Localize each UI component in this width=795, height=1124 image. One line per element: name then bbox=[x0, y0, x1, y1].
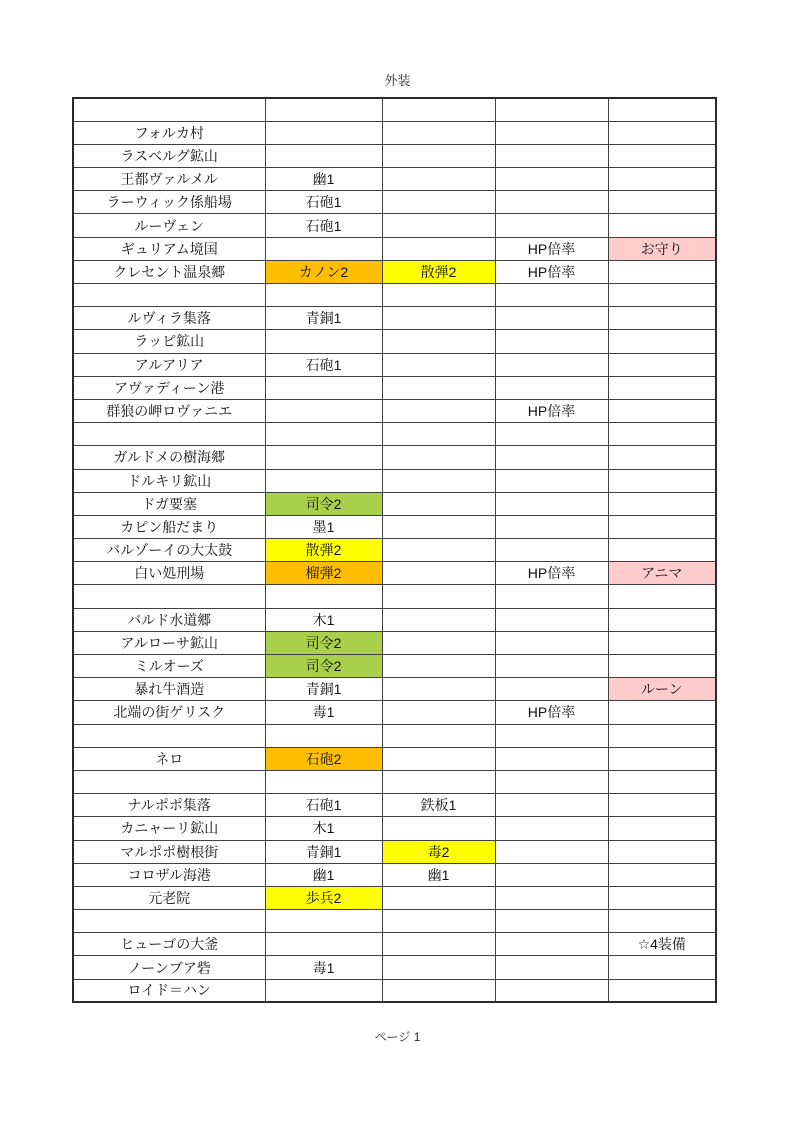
cell-location bbox=[73, 423, 265, 446]
cell-slot-2 bbox=[382, 910, 495, 933]
cell-hp-multiplier bbox=[495, 446, 608, 469]
cell-slot-2 bbox=[382, 330, 495, 353]
cell-hp-multiplier: HP倍率 bbox=[495, 399, 608, 422]
cell-hp-multiplier bbox=[495, 469, 608, 492]
cell-note bbox=[608, 655, 716, 678]
cell-hp-multiplier bbox=[495, 330, 608, 353]
cell-slot-1: 青銅1 bbox=[265, 307, 382, 330]
cell-hp-multiplier: HP倍率 bbox=[495, 701, 608, 724]
cell-hp-multiplier bbox=[495, 979, 608, 1002]
table-row bbox=[73, 446, 716, 469]
cell-note bbox=[608, 840, 716, 863]
table-row bbox=[73, 724, 716, 747]
table-row bbox=[73, 98, 716, 121]
table-row bbox=[73, 886, 716, 909]
cell-note bbox=[608, 979, 716, 1002]
cell-note bbox=[608, 585, 716, 608]
cell-note: ☆4装備 bbox=[608, 933, 716, 956]
cell-note bbox=[608, 399, 716, 422]
cell-location bbox=[73, 284, 265, 307]
cell-note bbox=[608, 747, 716, 770]
cell-slot-2 bbox=[382, 376, 495, 399]
table-row bbox=[73, 631, 716, 654]
cell-note bbox=[608, 492, 716, 515]
cell-slot-1 bbox=[265, 910, 382, 933]
cell-slot-2 bbox=[382, 492, 495, 515]
table-row bbox=[73, 608, 716, 631]
cell-location: マルポポ樹根街 bbox=[73, 840, 265, 863]
cell-note bbox=[608, 330, 716, 353]
cell-slot-1 bbox=[265, 446, 382, 469]
cell-slot-2 bbox=[382, 817, 495, 840]
cell-slot-2 bbox=[382, 399, 495, 422]
cell-slot-2 bbox=[382, 144, 495, 167]
table-row bbox=[73, 933, 716, 956]
cell-slot-1 bbox=[265, 121, 382, 144]
cell-location: ラーウィック係船場 bbox=[73, 191, 265, 214]
cell-slot-1 bbox=[265, 979, 382, 1002]
cell-slot-1: 石砲1 bbox=[265, 214, 382, 237]
cell-slot-2 bbox=[382, 423, 495, 446]
cell-location bbox=[73, 770, 265, 793]
table-row bbox=[73, 956, 716, 979]
cell-hp-multiplier: HP倍率 bbox=[495, 260, 608, 283]
cell-hp-multiplier bbox=[495, 678, 608, 701]
cell-hp-multiplier bbox=[495, 492, 608, 515]
table-row bbox=[73, 214, 716, 237]
table-row bbox=[73, 260, 716, 283]
cell-location bbox=[73, 98, 265, 121]
cell-note bbox=[608, 886, 716, 909]
table-row bbox=[73, 330, 716, 353]
cell-slot-1 bbox=[265, 237, 382, 260]
cell-hp-multiplier bbox=[495, 886, 608, 909]
cell-hp-multiplier bbox=[495, 376, 608, 399]
cell-slot-2 bbox=[382, 284, 495, 307]
cell-note bbox=[608, 539, 716, 562]
table-row bbox=[73, 701, 716, 724]
cell-hp-multiplier bbox=[495, 98, 608, 121]
cell-slot-1: 歩兵2 bbox=[265, 886, 382, 909]
table-row bbox=[73, 284, 716, 307]
cell-note bbox=[608, 191, 716, 214]
cell-hp-multiplier bbox=[495, 423, 608, 446]
cell-slot-2 bbox=[382, 307, 495, 330]
cell-slot-2 bbox=[382, 886, 495, 909]
cell-hp-multiplier bbox=[495, 910, 608, 933]
cell-hp-multiplier bbox=[495, 770, 608, 793]
cell-note: ルーン bbox=[608, 678, 716, 701]
cell-note bbox=[608, 307, 716, 330]
cell-note bbox=[608, 376, 716, 399]
cell-hp-multiplier bbox=[495, 168, 608, 191]
table-row bbox=[73, 979, 716, 1002]
cell-hp-multiplier bbox=[495, 585, 608, 608]
table-row bbox=[73, 492, 716, 515]
cell-note bbox=[608, 214, 716, 237]
cell-note bbox=[608, 98, 716, 121]
cell-hp-multiplier: HP倍率 bbox=[495, 237, 608, 260]
cell-note bbox=[608, 631, 716, 654]
cell-slot-1: 青銅1 bbox=[265, 840, 382, 863]
cell-slot-2: 幽1 bbox=[382, 863, 495, 886]
cell-slot-2 bbox=[382, 237, 495, 260]
table-row bbox=[73, 144, 716, 167]
cell-location: ナルポポ集落 bbox=[73, 794, 265, 817]
cell-slot-1: 榴弾2 bbox=[265, 562, 382, 585]
table-row bbox=[73, 840, 716, 863]
cell-location: ネロ bbox=[73, 747, 265, 770]
cell-slot-1: 墨1 bbox=[265, 515, 382, 538]
cell-slot-2 bbox=[382, 446, 495, 469]
table-row bbox=[73, 770, 716, 793]
cell-slot-2 bbox=[382, 724, 495, 747]
cell-slot-1 bbox=[265, 724, 382, 747]
table-row bbox=[73, 121, 716, 144]
cell-hp-multiplier bbox=[495, 747, 608, 770]
cell-slot-1: 司令2 bbox=[265, 631, 382, 654]
table-row bbox=[73, 585, 716, 608]
cell-slot-2 bbox=[382, 608, 495, 631]
cell-note bbox=[608, 469, 716, 492]
cell-hp-multiplier bbox=[495, 121, 608, 144]
cell-location: ドルキリ鉱山 bbox=[73, 469, 265, 492]
cell-note bbox=[608, 701, 716, 724]
cell-slot-2 bbox=[382, 562, 495, 585]
cell-slot-1: 司令2 bbox=[265, 492, 382, 515]
cell-note bbox=[608, 144, 716, 167]
cell-slot-1 bbox=[265, 284, 382, 307]
cell-hp-multiplier bbox=[495, 863, 608, 886]
cell-location: ノーンブア砦 bbox=[73, 956, 265, 979]
cell-location: ドガ要塞 bbox=[73, 492, 265, 515]
cell-location: アヴァディーン港 bbox=[73, 376, 265, 399]
table-row bbox=[73, 469, 716, 492]
cell-slot-1: カノン2 bbox=[265, 260, 382, 283]
cell-slot-1: 木1 bbox=[265, 817, 382, 840]
cell-location: 北端の街ゲリスク bbox=[73, 701, 265, 724]
cell-slot-2 bbox=[382, 747, 495, 770]
cell-location: ガルドメの樹海郷 bbox=[73, 446, 265, 469]
cell-note bbox=[608, 608, 716, 631]
cell-slot-2 bbox=[382, 98, 495, 121]
cell-slot-1 bbox=[265, 585, 382, 608]
cell-slot-2 bbox=[382, 353, 495, 376]
cell-slot-2 bbox=[382, 191, 495, 214]
cell-hp-multiplier bbox=[495, 144, 608, 167]
table-row bbox=[73, 515, 716, 538]
cell-slot-2 bbox=[382, 701, 495, 724]
cell-slot-1 bbox=[265, 376, 382, 399]
table-row bbox=[73, 562, 716, 585]
table-row bbox=[73, 353, 716, 376]
cell-location: フォルカ村 bbox=[73, 121, 265, 144]
cell-location bbox=[73, 910, 265, 933]
table-row bbox=[73, 423, 716, 446]
cell-slot-1 bbox=[265, 469, 382, 492]
cell-location: クレセント温泉郷 bbox=[73, 260, 265, 283]
cell-note bbox=[608, 770, 716, 793]
cell-slot-1: 幽1 bbox=[265, 168, 382, 191]
cell-location: 暴れ牛酒造 bbox=[73, 678, 265, 701]
cell-note bbox=[608, 260, 716, 283]
cell-location: コロザル海港 bbox=[73, 863, 265, 886]
table-row bbox=[73, 237, 716, 260]
cell-slot-2 bbox=[382, 469, 495, 492]
cell-note bbox=[608, 910, 716, 933]
cell-note bbox=[608, 724, 716, 747]
page-number: ページ 1 bbox=[374, 1030, 421, 1044]
cell-slot-2 bbox=[382, 539, 495, 562]
cell-hp-multiplier bbox=[495, 794, 608, 817]
table-row bbox=[73, 307, 716, 330]
cell-location: ヒューゴの大釜 bbox=[73, 933, 265, 956]
cell-slot-1 bbox=[265, 144, 382, 167]
cell-slot-1: 石砲1 bbox=[265, 353, 382, 376]
cell-slot-1 bbox=[265, 330, 382, 353]
cell-location: ルヴィラ集落 bbox=[73, 307, 265, 330]
cell-slot-1: 木1 bbox=[265, 608, 382, 631]
cell-hp-multiplier bbox=[495, 817, 608, 840]
cell-hp-multiplier bbox=[495, 608, 608, 631]
cell-slot-1 bbox=[265, 770, 382, 793]
cell-hp-multiplier bbox=[495, 724, 608, 747]
cell-location: ルーヴェン bbox=[73, 214, 265, 237]
cell-slot-2: 毒2 bbox=[382, 840, 495, 863]
cell-note bbox=[608, 794, 716, 817]
table-row bbox=[73, 191, 716, 214]
cell-hp-multiplier: HP倍率 bbox=[495, 562, 608, 585]
table-row bbox=[73, 678, 716, 701]
cell-hp-multiplier bbox=[495, 307, 608, 330]
cell-slot-2 bbox=[382, 678, 495, 701]
table-row bbox=[73, 168, 716, 191]
cell-slot-2: 散弾2 bbox=[382, 260, 495, 283]
cell-slot-2: 鉄板1 bbox=[382, 794, 495, 817]
cell-hp-multiplier bbox=[495, 956, 608, 979]
cell-location: バルゾーイの大太鼓 bbox=[73, 539, 265, 562]
cell-slot-2 bbox=[382, 655, 495, 678]
sheet-body bbox=[73, 98, 716, 1002]
cell-slot-2 bbox=[382, 979, 495, 1002]
table-row bbox=[73, 794, 716, 817]
cell-slot-1: 毒1 bbox=[265, 701, 382, 724]
cell-slot-2 bbox=[382, 770, 495, 793]
cell-slot-1: 司令2 bbox=[265, 655, 382, 678]
cell-note bbox=[608, 423, 716, 446]
table-row bbox=[73, 376, 716, 399]
cell-location bbox=[73, 724, 265, 747]
cell-location: 王都ヴァルメル bbox=[73, 168, 265, 191]
cell-hp-multiplier bbox=[495, 539, 608, 562]
cell-note: お守り bbox=[608, 237, 716, 260]
cell-note bbox=[608, 956, 716, 979]
cell-hp-multiplier bbox=[495, 353, 608, 376]
cell-slot-2 bbox=[382, 933, 495, 956]
cell-slot-2 bbox=[382, 214, 495, 237]
cell-hp-multiplier bbox=[495, 214, 608, 237]
cell-location: ラッピ鉱山 bbox=[73, 330, 265, 353]
cell-location: カニャーリ鉱山 bbox=[73, 817, 265, 840]
cell-slot-1 bbox=[265, 98, 382, 121]
cell-slot-1: 石砲2 bbox=[265, 747, 382, 770]
cell-location: 元老院 bbox=[73, 886, 265, 909]
cell-hp-multiplier bbox=[495, 655, 608, 678]
table-row bbox=[73, 747, 716, 770]
cell-location: ギュリアム境国 bbox=[73, 237, 265, 260]
table-row bbox=[73, 817, 716, 840]
cell-note bbox=[608, 515, 716, 538]
cell-location: ミルオーズ bbox=[73, 655, 265, 678]
cell-hp-multiplier bbox=[495, 840, 608, 863]
cell-slot-1: 石砲1 bbox=[265, 191, 382, 214]
cell-note bbox=[608, 121, 716, 144]
cell-slot-2 bbox=[382, 168, 495, 191]
cell-hp-multiplier bbox=[495, 631, 608, 654]
page-title: 外装 bbox=[384, 73, 411, 88]
cell-slot-1: 散弾2 bbox=[265, 539, 382, 562]
cell-note: アニマ bbox=[608, 562, 716, 585]
cell-location: ロイド＝ハン bbox=[73, 979, 265, 1002]
cell-location: アルローサ鉱山 bbox=[73, 631, 265, 654]
cell-note bbox=[608, 353, 716, 376]
cell-note bbox=[608, 284, 716, 307]
cell-note bbox=[608, 168, 716, 191]
cell-slot-1: 石砲1 bbox=[265, 794, 382, 817]
cell-slot-1 bbox=[265, 399, 382, 422]
cell-location: アルアリア bbox=[73, 353, 265, 376]
cell-location: バルド水道郷 bbox=[73, 608, 265, 631]
cell-hp-multiplier bbox=[495, 191, 608, 214]
cell-slot-2 bbox=[382, 631, 495, 654]
cell-slot-1 bbox=[265, 933, 382, 956]
table-row bbox=[73, 399, 716, 422]
table-row bbox=[73, 863, 716, 886]
cell-hp-multiplier bbox=[495, 515, 608, 538]
table-row bbox=[73, 655, 716, 678]
sheet-table bbox=[72, 97, 717, 1003]
cell-location: 白い処刑場 bbox=[73, 562, 265, 585]
cell-note bbox=[608, 863, 716, 886]
cell-slot-2 bbox=[382, 585, 495, 608]
cell-slot-1 bbox=[265, 423, 382, 446]
cell-slot-1: 青銅1 bbox=[265, 678, 382, 701]
cell-location: ラスベルグ鉱山 bbox=[73, 144, 265, 167]
cell-location: 群狼の岬ロヴァニエ bbox=[73, 399, 265, 422]
cell-slot-2 bbox=[382, 956, 495, 979]
cell-slot-1: 幽1 bbox=[265, 863, 382, 886]
cell-hp-multiplier bbox=[495, 933, 608, 956]
table-row bbox=[73, 539, 716, 562]
cell-slot-1: 毒1 bbox=[265, 956, 382, 979]
table-row bbox=[73, 910, 716, 933]
cell-location bbox=[73, 585, 265, 608]
cell-slot-2 bbox=[382, 121, 495, 144]
cell-note bbox=[608, 817, 716, 840]
cell-note bbox=[608, 446, 716, 469]
cell-hp-multiplier bbox=[495, 284, 608, 307]
cell-slot-2 bbox=[382, 515, 495, 538]
cell-location: カピン船だまり bbox=[73, 515, 265, 538]
